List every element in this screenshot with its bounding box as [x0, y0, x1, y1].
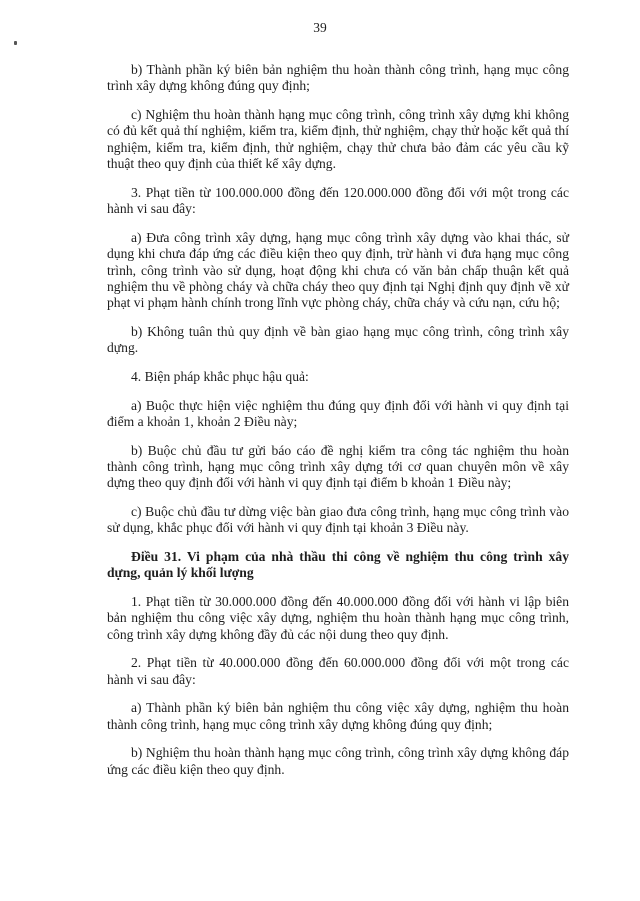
paragraph: c) Nghiệm thu hoàn thành hạng mục công trình, công trình xây dựng khi không có đủ kết quả thí nghiệm, kiểm tra, kiểm định, thử nghiệm, chạy thử hoặc kết quả thí nghiệm, kiểm tra, kiểm định, thử nghiệm, chạy thử chưa bảo đảm các yêu cầu kỹ thuật theo quy định của thiết kế xây dựng.	[107, 107, 569, 172]
paragraph: a) Buộc thực hiện việc nghiệm thu đúng quy định đối với hành vi quy định tại điểm a khoản 1, khoản 2 Điều này;	[107, 397, 569, 430]
paragraph: 4. Biện pháp khắc phục hậu quả:	[131, 369, 309, 385]
paragraph: c) Buộc chủ đầu tư dừng việc bàn giao đưa công trình, hạng mục công trình vào sử dụng, khắc phục đối với hành vi quy định tại khoản 3 Điều này.	[107, 504, 569, 536]
paragraph: a) Đưa công trình xây dựng, hạng mục công trình xây dựng vào khai thác, sử dụng khi chưa đáp ứng các điều kiện theo quy định, trừ hành vi đưa hạng mục công trình, công trình vào sử dụng, hoạt động khi chưa có văn bản chấp thuận kết quả nghiệm thu về phòng cháy và chữa cháy theo quy định tại Nghị định quy định về xử phạt vi phạm hành chính trong lĩnh vực phòng cháy, chữa cháy và cứu nạn, cứu hộ;	[107, 229, 569, 311]
page-number: 39	[313, 20, 327, 35]
scan-speck	[14, 41, 17, 45]
paragraph: 1. Phạt tiền từ 30.000.000 đồng đến 40.000.000 đồng đối với hành vi lập biên bản nghiệm thu công việc xây dựng, nghiệm thu hoàn thành hạng mục công trình, công trình xây dựng không đầy đủ các nội dung theo quy định.	[107, 594, 569, 642]
paragraph: a) Thành phần ký biên bản nghiệm thu công việc xây dựng, nghiệm thu hoàn thành công trình, hạng mục công trình xây dựng không đúng quy định;	[107, 700, 569, 732]
paragraph: 3. Phạt tiền từ 100.000.000 đồng đến 120.000.000 đồng đối với một trong các hành vi sau đây:	[107, 184, 569, 217]
paragraph: b) Nghiệm thu hoàn thành hạng mục công trình, công trình xây dựng không đáp ứng các điều kiện theo quy định.	[107, 745, 569, 777]
article-heading: Điều 31. Vi phạm của nhà thầu thi công về nghiệm thu công trình xây dựng, quản lý khối lượng	[107, 549, 569, 581]
paragraph: b) Không tuân thủ quy định về bàn giao hạng mục công trình, công trình xây dựng.	[107, 324, 569, 356]
paragraph: 2. Phạt tiền từ 40.000.000 đồng đến 60.000.000 đồng đối với một trong các hành vi sau đây:	[107, 655, 569, 687]
document-body	[107, 62, 569, 790]
paragraph: b) Buộc chủ đầu tư gửi báo cáo đề nghị kiểm tra công tác nghiệm thu hoàn thành công trình, hạng mục công trình xây dựng tới cơ quan chuyên môn về xây dựng theo quy định đối với hành vi quy định tại điểm b khoản 1 Điều này;	[107, 442, 569, 491]
paragraph: b) Thành phần ký biên bản nghiệm thu hoàn thành công trình, hạng mục công trình xây dựng không đúng quy định;	[107, 62, 569, 94]
